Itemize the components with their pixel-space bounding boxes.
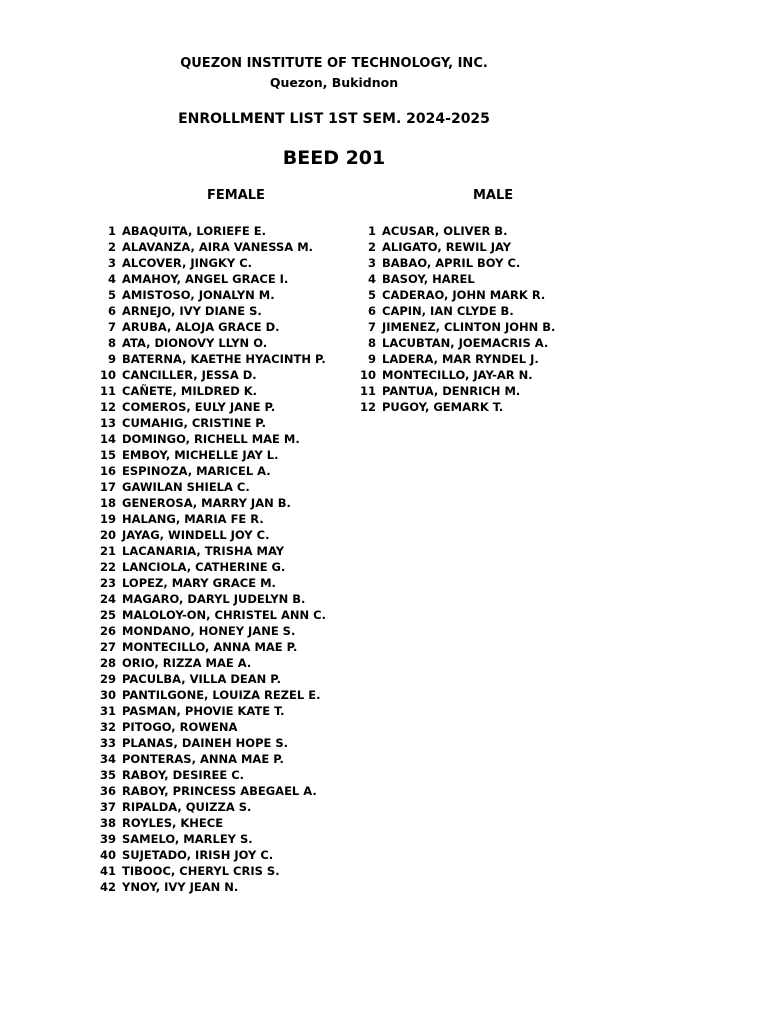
female-student-row xyxy=(96,575,326,591)
student-number: 29 xyxy=(99,672,116,686)
female-roster xyxy=(96,223,326,895)
student-number: 12 xyxy=(99,400,116,414)
student-name: MONDANO, HONEY JANE S. xyxy=(122,624,296,638)
female-student-row xyxy=(96,335,326,351)
student-name: CANCILLER, JESSA D. xyxy=(122,368,257,382)
student-name: ATA, DIONOVY LLYN O. xyxy=(122,336,268,350)
student-number: 2 xyxy=(367,240,376,254)
female-student-row xyxy=(96,639,326,655)
male-student-row xyxy=(356,383,555,399)
female-student-row xyxy=(96,223,326,239)
student-name: ESPINOZA, MARICEL A. xyxy=(122,464,271,478)
female-student-row xyxy=(96,559,326,575)
student-name: ALCOVER, JINGKY C. xyxy=(122,256,253,270)
female-student-row xyxy=(96,767,326,783)
female-student-row xyxy=(96,655,326,671)
student-name: ARNEJO, IVY DIANE S. xyxy=(122,304,262,318)
student-name: ABAQUITA, LORIEFE E. xyxy=(122,224,267,238)
student-name: CAPIN, IAN CLYDE B. xyxy=(382,304,514,318)
student-name: PLANAS, DAINEH HOPE S. xyxy=(122,736,289,750)
female-student-row xyxy=(96,447,326,463)
student-number: 7 xyxy=(367,320,376,334)
student-number: 15 xyxy=(99,448,116,462)
student-name: ALIGATO, REWIL JAY xyxy=(382,240,512,254)
student-name: SUJETADO, IRISH JOY C. xyxy=(122,848,274,862)
student-name: AMISTOSO, JONALYN M. xyxy=(122,288,275,302)
male-student-row xyxy=(356,239,555,255)
student-name: LACANARIA, TRISHA MAY xyxy=(122,544,285,558)
female-column-header: FEMALE xyxy=(207,188,265,203)
male-student-row xyxy=(356,351,555,367)
student-number: 13 xyxy=(99,416,116,430)
student-name: MAGARO, DARYL JUDELYN B. xyxy=(122,592,306,606)
student-name: ACUSAR, OLIVER B. xyxy=(382,224,508,238)
student-number: 11 xyxy=(99,384,116,398)
student-number: 40 xyxy=(99,848,116,862)
female-student-row xyxy=(96,239,326,255)
student-name: GENEROSA, MARRY JAN B. xyxy=(122,496,291,510)
student-number: 37 xyxy=(99,800,116,814)
female-student-row xyxy=(96,735,326,751)
female-student-row xyxy=(96,463,326,479)
student-number: 2 xyxy=(107,240,116,254)
student-number: 41 xyxy=(99,864,116,878)
student-number: 25 xyxy=(99,608,116,622)
student-number: 31 xyxy=(99,704,116,718)
female-student-row xyxy=(96,783,326,799)
female-student-row xyxy=(96,399,326,415)
student-name: PACULBA, VILLA DEAN P. xyxy=(122,672,281,686)
student-name: BATERNA, KAETHE HYACINTH P. xyxy=(122,352,326,366)
student-name: JAYAG, WINDELL JOY C. xyxy=(122,528,270,542)
student-number: 19 xyxy=(99,512,116,526)
student-number: 8 xyxy=(367,336,376,350)
student-number: 10 xyxy=(99,368,116,382)
female-student-row xyxy=(96,479,326,495)
student-name: JIMENEZ, CLINTON JOHN B. xyxy=(382,320,556,334)
student-number: 4 xyxy=(107,272,116,286)
female-student-row xyxy=(96,527,326,543)
student-number: 26 xyxy=(99,624,116,638)
female-student-row xyxy=(96,287,326,303)
male-student-row xyxy=(356,367,555,383)
student-name: MONTECILLO, JAY-AR N. xyxy=(382,368,533,382)
female-student-row xyxy=(96,495,326,511)
student-number: 22 xyxy=(99,560,116,574)
student-name: PANTILGONE, LOUIZA REZEL E. xyxy=(122,688,321,702)
female-student-row xyxy=(96,815,326,831)
student-number: 39 xyxy=(99,832,116,846)
male-student-row xyxy=(356,271,555,287)
student-number: 5 xyxy=(367,288,376,302)
female-student-row xyxy=(96,703,326,719)
male-roster xyxy=(356,223,555,415)
enrollment-list-title: ENROLLMENT LIST 1ST SEM. 2024-2025 xyxy=(178,111,490,127)
student-name: TIBOOC, CHERYL CRIS S. xyxy=(122,864,280,878)
student-name: CADERAO, JOHN MARK R. xyxy=(382,288,546,302)
student-name: EMBOY, MICHELLE JAY L. xyxy=(122,448,279,462)
student-number: 6 xyxy=(107,304,116,318)
student-number: 3 xyxy=(107,256,116,270)
male-column-header: MALE xyxy=(473,188,514,203)
student-number: 11 xyxy=(359,384,376,398)
student-name: ARUBA, ALOJA GRACE D. xyxy=(122,320,280,334)
student-number: 21 xyxy=(99,544,116,558)
student-name: DOMINGO, RICHELL MAE M. xyxy=(122,432,300,446)
student-number: 17 xyxy=(99,480,116,494)
student-name: PANTUA, DENRICH M. xyxy=(382,384,521,398)
student-name: LACUBTAN, JOEMACRIS A. xyxy=(382,336,549,350)
student-name: ALAVANZA, AIRA VANESSA M. xyxy=(122,240,314,254)
female-student-row xyxy=(96,543,326,559)
female-student-row xyxy=(96,831,326,847)
student-name: ORIO, RIZZA MAE A. xyxy=(122,656,252,670)
student-number: 7 xyxy=(107,320,116,334)
female-student-row xyxy=(96,415,326,431)
student-name: LOPEZ, MARY GRACE M. xyxy=(122,576,276,590)
student-number: 27 xyxy=(99,640,116,654)
female-student-row xyxy=(96,367,326,383)
student-number: 6 xyxy=(367,304,376,318)
student-name: ROYLES, KHECE xyxy=(122,816,224,830)
student-name: PASMAN, PHOVIE KATE T. xyxy=(122,704,285,718)
student-number: 28 xyxy=(99,656,116,670)
male-student-row xyxy=(356,223,555,239)
student-number: 20 xyxy=(99,528,116,542)
school-location: Quezon, Bukidnon xyxy=(269,75,399,90)
student-name: LANCIOLA, CATHERINE G. xyxy=(122,560,286,574)
student-name: BABAO, APRIL BOY C. xyxy=(382,256,521,270)
student-number: 42 xyxy=(99,880,116,894)
student-name: MONTECILLO, ANNA MAE P. xyxy=(122,640,298,654)
female-student-row xyxy=(96,351,326,367)
female-student-row xyxy=(96,607,326,623)
female-student-row xyxy=(96,255,326,271)
female-student-row xyxy=(96,799,326,815)
male-student-row xyxy=(356,287,555,303)
student-name: HALANG, MARIA FE R. xyxy=(122,512,264,526)
female-student-row xyxy=(96,511,326,527)
student-number: 32 xyxy=(99,720,116,734)
female-student-row xyxy=(96,879,326,895)
female-student-row xyxy=(96,719,326,735)
male-student-row xyxy=(356,335,555,351)
student-number: 4 xyxy=(367,272,376,286)
student-number: 24 xyxy=(99,592,116,606)
female-student-row xyxy=(96,671,326,687)
student-number: 18 xyxy=(99,496,116,510)
male-student-row xyxy=(356,399,555,415)
student-name: COMEROS, EULY JANE P. xyxy=(122,400,276,414)
student-name: PUGOY, GEMARK T. xyxy=(382,400,504,414)
student-number: 34 xyxy=(99,752,116,766)
student-name: RIPALDA, QUIZZA S. xyxy=(122,800,252,814)
student-number: 36 xyxy=(99,784,116,798)
student-name: CUMAHIG, CRISTINE P. xyxy=(122,416,266,430)
student-number: 38 xyxy=(99,816,116,830)
student-name: MALOLOY-ON, CHRISTEL ANN C. xyxy=(122,608,326,622)
student-name: BASOY, HAREL xyxy=(382,272,475,286)
female-student-row xyxy=(96,383,326,399)
female-student-row xyxy=(96,319,326,335)
student-number: 9 xyxy=(367,352,376,366)
female-student-row xyxy=(96,271,326,287)
school-name: QUEZON INSTITUTE OF TECHNOLOGY, INC. xyxy=(180,56,488,71)
course-title: BEED 201 xyxy=(282,147,386,169)
female-student-row xyxy=(96,687,326,703)
student-name: SAMELO, MARLEY S. xyxy=(122,832,253,846)
male-student-row xyxy=(356,255,555,271)
student-name: LADERA, MAR RYNDEL J. xyxy=(382,352,539,366)
student-number: 1 xyxy=(367,224,376,238)
student-name: GAWILAN SHIELA C. xyxy=(122,480,250,494)
student-number: 1 xyxy=(107,224,116,238)
student-name: PONTERAS, ANNA MAE P. xyxy=(122,752,284,766)
male-student-row xyxy=(356,319,555,335)
student-name: AMAHOY, ANGEL GRACE I. xyxy=(122,272,289,286)
student-name: RABOY, PRINCESS ABEGAEL A. xyxy=(122,784,317,798)
student-name: PITOGO, ROWENA xyxy=(122,720,238,734)
female-student-row xyxy=(96,591,326,607)
student-number: 23 xyxy=(99,576,116,590)
student-number: 8 xyxy=(107,336,116,350)
female-student-row xyxy=(96,623,326,639)
student-number: 30 xyxy=(99,688,116,702)
student-number: 10 xyxy=(359,368,376,382)
male-student-row xyxy=(356,303,555,319)
student-number: 12 xyxy=(359,400,376,414)
student-number: 9 xyxy=(107,352,116,366)
student-name: RABOY, DESIREE C. xyxy=(122,768,245,782)
student-number: 16 xyxy=(99,464,116,478)
student-number: 33 xyxy=(99,736,116,750)
student-number: 3 xyxy=(367,256,376,270)
student-name: CAÑETE, MILDRED K. xyxy=(122,384,258,398)
student-number: 35 xyxy=(99,768,116,782)
female-student-row xyxy=(96,847,326,863)
female-student-row xyxy=(96,431,326,447)
female-student-row xyxy=(96,751,326,767)
female-student-row xyxy=(96,303,326,319)
student-number: 5 xyxy=(107,288,116,302)
student-number: 14 xyxy=(99,432,116,446)
female-student-row xyxy=(96,863,326,879)
student-name: YNOY, IVY JEAN N. xyxy=(122,880,239,894)
